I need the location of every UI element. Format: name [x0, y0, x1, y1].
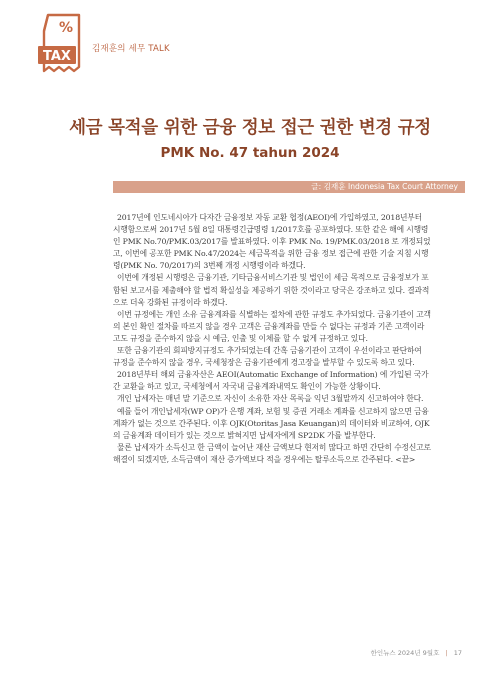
tax-logo-text: TAX [43, 49, 71, 64]
page-footer [0, 648, 462, 657]
paragraph: 2017년에 인도네시아가 다자간 금융정보 자동 교환 협정(AEOI)에 가입하였고, 2018년부터 시행함으로써 2017년 5월 8일 대통령긴급명령 1/2017호를 공포하였다. 또한 같은 해에 시행령인 PMK No.70/PMK.03/2017를 발표하였다. 이후 PMK No. 19/PMK.03/2018 로 개정되었고, 이번에 공포한 PMK No.47/2024는 세금목적을 위한 금융 정보 접근에 관한 기술 지침 시행령(PMK No. 70/2017)의 3번째 개정 시행령이라 하겠다. [113, 213, 431, 271]
byline-bar [113, 181, 465, 193]
paragraph: 또한 금융기관의 회피방지규정도 추가되었는데 간혹 금융기관이 고객이 우선이라고 판단하여 규정을 준수하지 않을 경우, 국세청장은 금융기관에게 경고장을 발부할 수 있도록 하고 있다. [113, 346, 422, 368]
footer-separator: | [445, 649, 448, 657]
article-subtitle: PMK No. 47 tahun 2024 [160, 145, 340, 161]
paragraph: 2018년부터 해외 금융자산은 AEOI(Automatic Exchange of Information) 에 가입된 국가간 교환을 하고 있고, 국세청에서 자국내 금융계좌내역도 확인이 가능한 상황이다. [113, 370, 429, 392]
page-number: 17 [453, 649, 462, 657]
paragraph: 이번 규정에는 개인 소유 금융계좌를 식별하는 절차에 관한 규정도 추가되었다. 금융기관이 고객의 본인 확인 절차를 따르지 않을 경우 고객은 금융계좌를 만들 수 없다는 규정과 기존 고객이라고도 규정을 준수하지 않을 시 예금, 인출 및 이체를 할 수 없게 규정하고 있다. [113, 309, 431, 343]
byline: 글: 김재훈 Indonesia Tax Court Attorney [311, 182, 458, 191]
series-label: 김재훈의 세무 TALK [92, 44, 170, 54]
publication-name: 한인뉴스 2024년 9월호 [370, 649, 440, 657]
article-title: 세금 목적을 위한 금융 정보 접근 권한 변경 규정 [69, 118, 431, 138]
tax-document-icon [38, 12, 84, 74]
percent-symbol: % [58, 20, 74, 36]
paragraph: 개인 납세자는 매년 말 기준으로 자신이 소유한 자산 목록을 익년 3월말까지 신고하여야 한다. [117, 394, 424, 404]
article-body [113, 212, 431, 466]
paragraph: 예를 들어 개인납세자(WP OP)가 은행 계좌, 보험 및 증권 거래소 계좌를 신고하지 않으면 금융계좌가 없는 것으로 간주된다. 이후 OJK(Otoritas Jasa Keuangan)의 데이터와 비교하여, OJK 의 금융계좌 데이터가 있는 것으로 밝혀지면 납세자에게 SP2DK 가를 발부한다. [113, 406, 430, 440]
paragraph: 이번에 개정된 시행령은 금융기관, 기타금융서비스기관 및 법인이 세금 목적으로 금융정보가 포함된 보고서를 제출해야 할 법적 확실성을 제공하기 위한 것이라고 당국은 강조하고 있다. 결과적으로 더욱 강화된 규정이라 하겠다. [113, 273, 430, 307]
paragraph: 물론 납세자가 소득신고 한 금액이 늘어난 재산 금액보다 현저히 많다고 하면 간단히 수정신고로 해결이 되겠지만, 소득금액이 재산 증가액보다 적을 경우에는 탈루소득으로 간주된다. <끝> [113, 442, 431, 464]
